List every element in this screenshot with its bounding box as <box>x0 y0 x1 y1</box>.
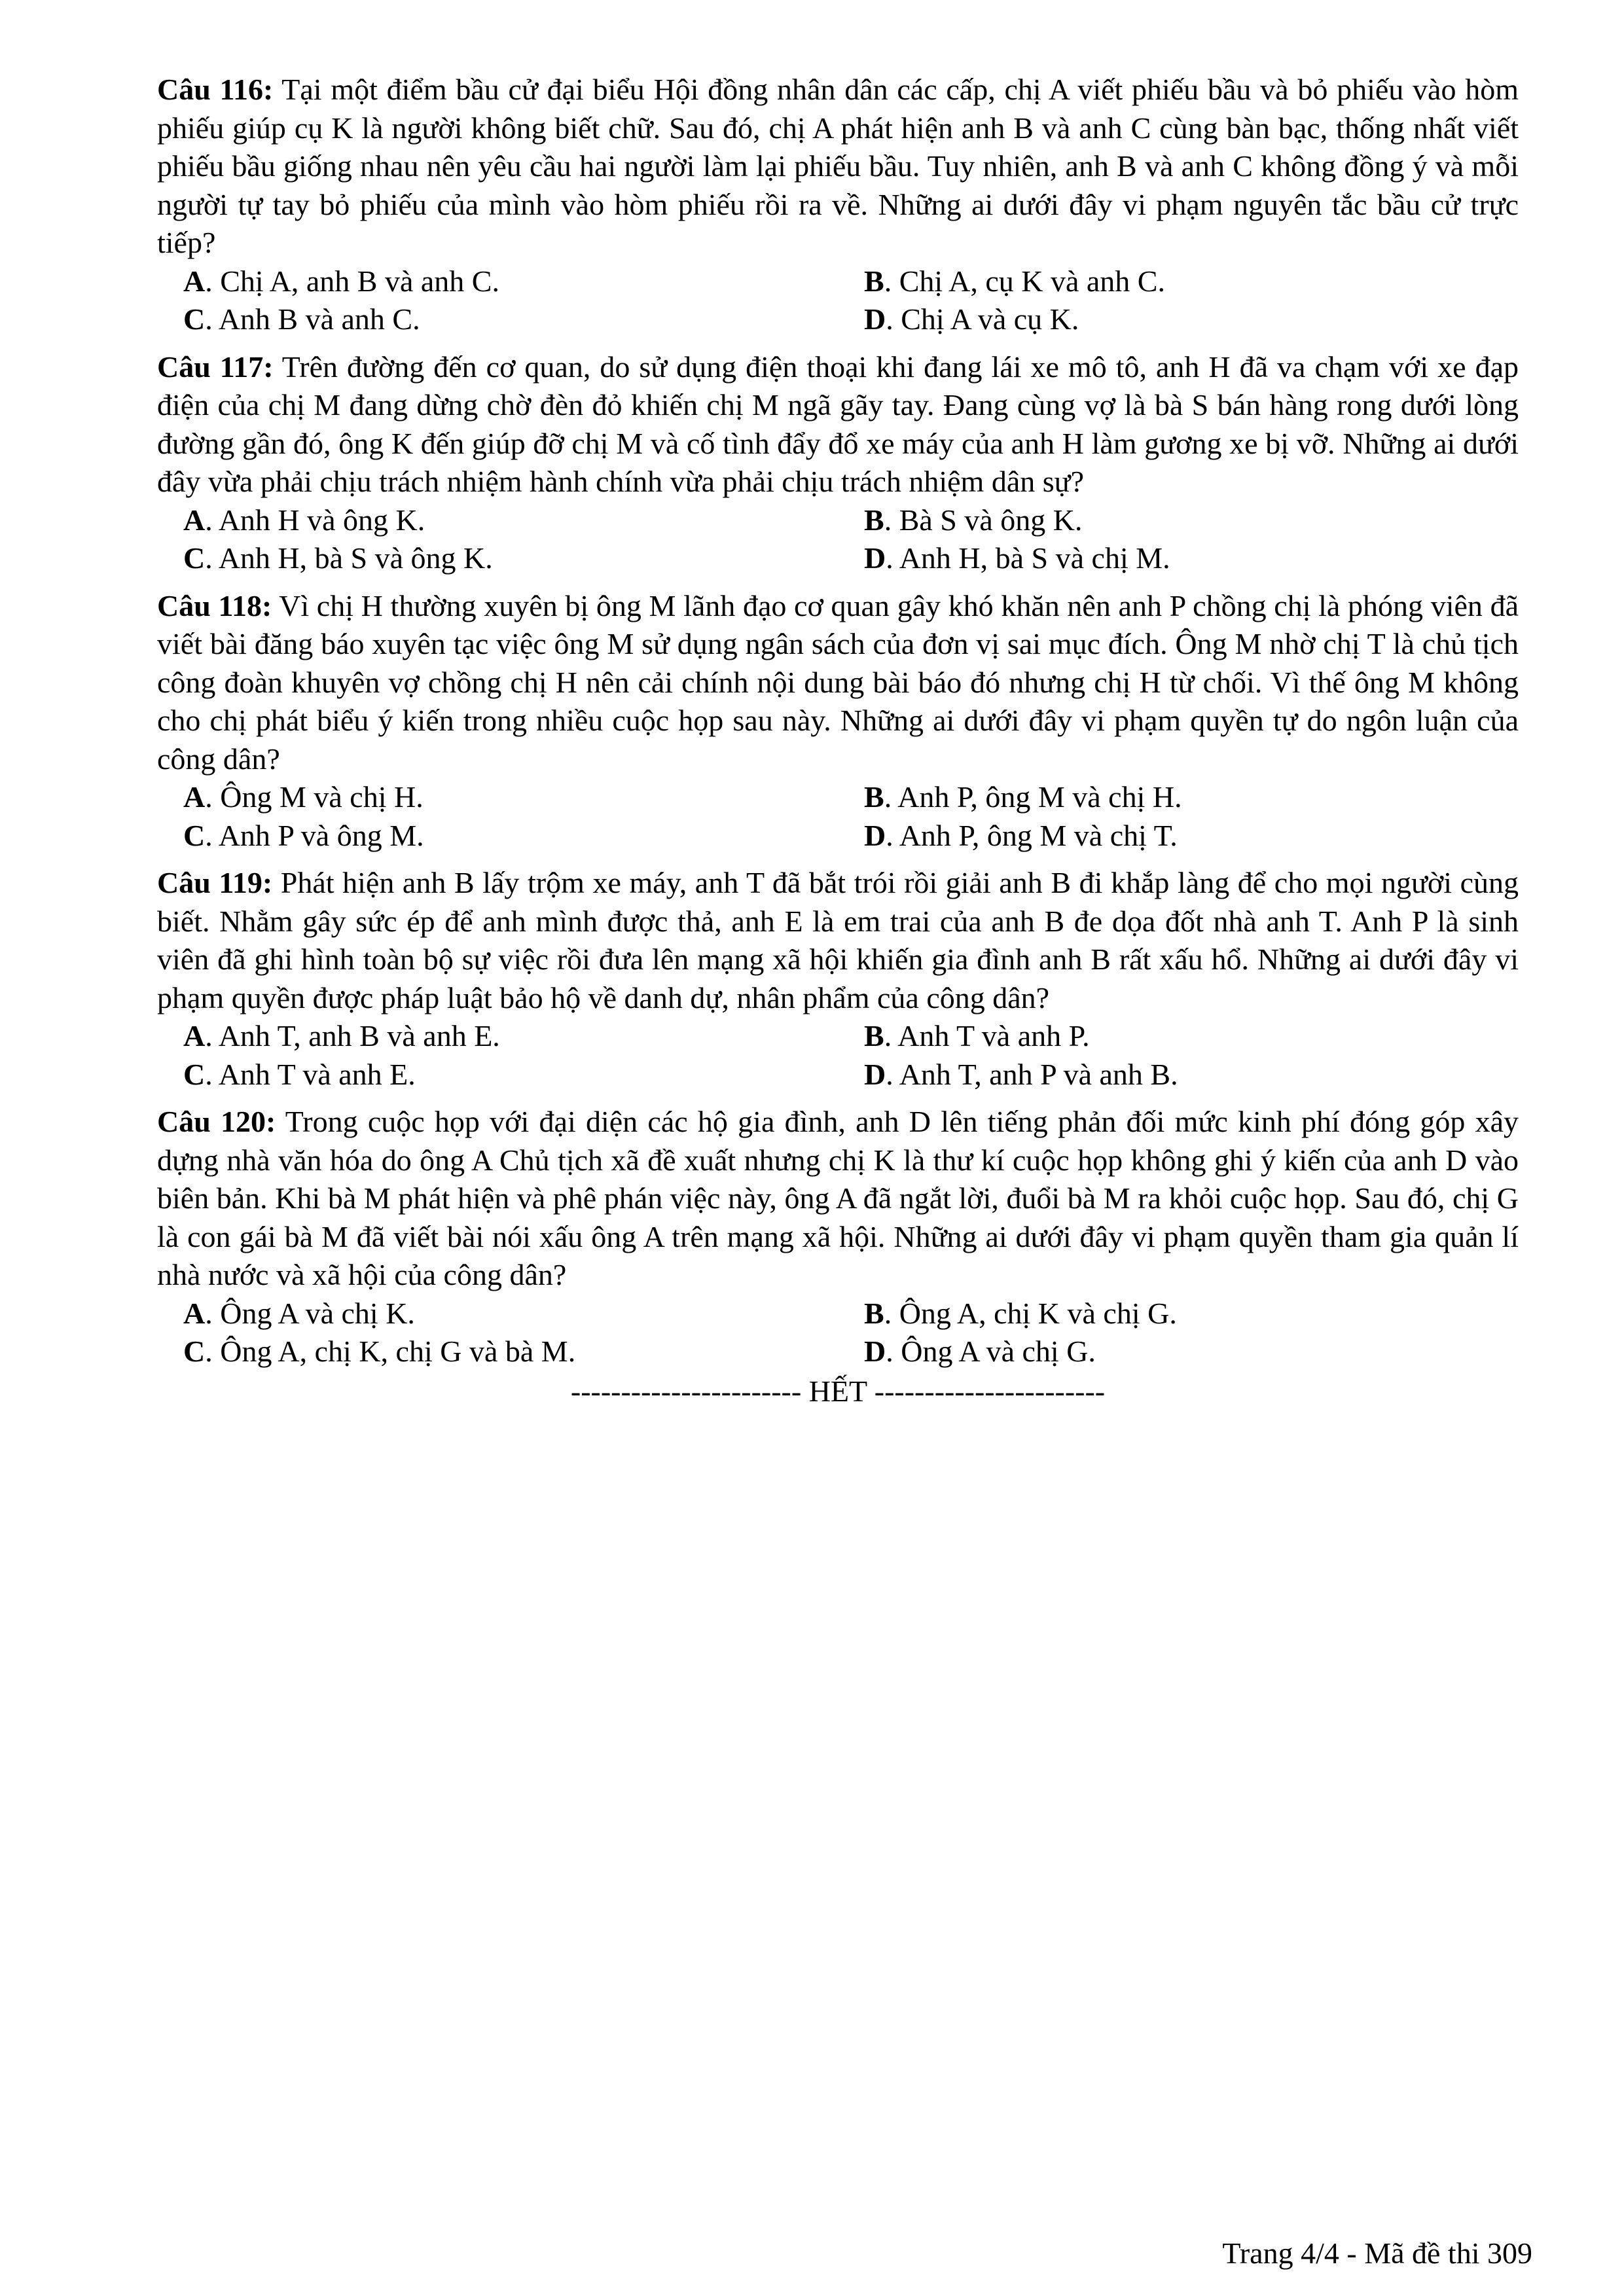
answer-option-b <box>838 1295 1519 1333</box>
answer-options <box>157 778 1519 855</box>
question-118 <box>157 587 1519 855</box>
answer-options <box>157 501 1519 578</box>
end-marker: ----------------------- HẾT ----------------------- <box>570 1374 1106 1408</box>
answer-letter: A <box>183 264 206 298</box>
answer-letter: A <box>183 1019 206 1052</box>
answer-letter: D <box>864 1057 886 1091</box>
answer-option-c <box>157 1333 838 1371</box>
question-number: Câu 119: <box>157 866 273 899</box>
exam-page <box>157 71 1519 1410</box>
answer-letter: C <box>183 1335 206 1368</box>
answer-text: . Anh P và ông M. <box>205 818 424 852</box>
answer-option-c <box>157 300 838 339</box>
answer-letter: B <box>864 1296 884 1330</box>
question-stem <box>157 587 1519 779</box>
answer-text: . Anh H, bà S và ông K. <box>205 541 493 575</box>
answer-letter: C <box>183 541 206 575</box>
question-116 <box>157 71 1519 339</box>
answer-option-a <box>157 262 838 301</box>
answer-text: . Anh T và anh E. <box>205 1057 416 1091</box>
question-117 <box>157 348 1519 578</box>
question-stem <box>157 1103 1519 1295</box>
answer-option-a <box>157 1017 838 1056</box>
answer-letter: B <box>864 503 884 537</box>
answer-option-a <box>157 1295 838 1333</box>
question-number: Câu 116: <box>157 73 274 106</box>
answer-letter: B <box>864 780 884 814</box>
answer-option-d <box>838 539 1519 578</box>
answer-letter: D <box>864 818 886 852</box>
answer-option-a <box>157 778 838 817</box>
question-number: Câu 117: <box>157 350 274 384</box>
answer-option-b <box>838 262 1519 301</box>
answer-text: . Bà S và ông K. <box>884 503 1083 537</box>
answer-options <box>157 1295 1519 1371</box>
answer-text: . Chị A, cụ K và anh C. <box>884 264 1165 298</box>
answer-option-c <box>157 817 838 855</box>
question-text: Vì chị H thường xuyên bị ông M lãnh đạo cơ quan gây khó khăn nên anh P chồng chị là phóng viên đã viết bài đăng báo xuyên tạc việc ông M sử dụng ngân sách của đơn vị sai mục đích. Ông M nhờ chị T là chủ tịch công đoàn khuyên vợ chồng chị H nên cải chính nội dung bài báo đó nhưng chị H từ chối. Vì thế ông M không cho chị phát biểu ý kiến trong nhiều cuộc họp sau này. Những ai dưới đây vi phạm quyền tự do ngôn luận của công dân? <box>157 588 1519 776</box>
answer-text: . Anh B và anh C. <box>205 302 420 336</box>
answer-text: . Ông A và chị G. <box>886 1335 1096 1368</box>
answer-option-b <box>838 778 1519 817</box>
question-stem <box>157 864 1519 1017</box>
answer-text: . Ông A, chị K và chị G. <box>884 1296 1177 1330</box>
answer-text: . Chị A và cụ K. <box>886 302 1079 336</box>
question-number: Câu 118: <box>157 588 272 622</box>
question-text: Trong cuộc họp với đại diện các hộ gia đình, anh D lên tiếng phản đối mức kinh phí đóng góp xây dựng nhà văn hóa do ông A Chủ tịch xã đề xuất nhưng chị K là thư kí cuộc họp không ghi ý kiến của anh D vào biên bản. Khi bà M phát hiện và phê phán việc này, ông A đã ngắt lời, đuổi bà M ra khỏi cuộc họp. Sau đó, chị G là con gái bà M đã viết bài nói xấu ông A trên mạng xã hội. Những ai dưới đây vi phạm quyền tham gia quản lí nhà nước và xã hội của công dân? <box>157 1105 1519 1291</box>
answer-option-a <box>157 501 838 540</box>
answer-text: . Anh H, bà S và chị M. <box>886 541 1170 575</box>
answer-option-b <box>838 1017 1519 1056</box>
answer-letter: B <box>864 1019 884 1052</box>
question-stem <box>157 71 1519 262</box>
answer-letter: B <box>864 264 884 298</box>
answer-option-c <box>157 539 838 578</box>
answer-letter: C <box>183 818 206 852</box>
answer-letter: D <box>864 1335 886 1368</box>
answer-text: . Ông A và chị K. <box>205 1296 415 1330</box>
answer-text: . Anh H và ông K. <box>205 503 425 537</box>
answer-letter: D <box>864 541 886 575</box>
question-text: Phát hiện anh B lấy trộm xe máy, anh T đã bắt trói rồi giải anh B đi khắp làng để cho mọi người cùng biết. Nhằm gây sức ép để anh mình được thả, anh E là em trai của anh B đe dọa đốt nhà anh T. Anh P là sinh viên đã ghi hình toàn bộ sự việc rồi đưa lên mạng xã hội khiến gia đình anh B rất xấu hổ. Những ai dưới đây vi phạm quyền được pháp luật bảo hộ về danh dự, nhân phẩm của công dân? <box>157 866 1519 1014</box>
answer-text: . Chị A, anh B và anh C. <box>205 264 499 298</box>
question-text: Tại một điểm bầu cử đại biểu Hội đồng nhân dân các cấp, chị A viết phiếu bầu và bỏ phiếu vào hòm phiếu giúp cụ K là người không biết chữ. Sau đó, chị A phát hiện anh B và anh C cùng bàn bạc, thống nhất viết phiếu bầu giống nhau nên yêu cầu hai người làm lại phiếu bầu. Tuy nhiên, anh B và anh C không đồng ý và mỗi người tự tay bỏ phiếu của mình vào hòm phiếu rồi ra về. Những ai dưới đây vi phạm nguyên tắc bầu cử trực tiếp? <box>157 73 1519 259</box>
answer-text: . Anh P, ông M và chị H. <box>884 780 1182 814</box>
question-119 <box>157 864 1519 1094</box>
answer-letter: D <box>864 302 886 336</box>
answer-options <box>157 262 1519 339</box>
answer-text: . Anh P, ông M và chị T. <box>886 818 1178 852</box>
answer-letter: A <box>183 503 206 537</box>
answer-letter: A <box>183 780 206 814</box>
answer-option-d <box>838 1333 1519 1371</box>
answer-letter: A <box>183 1296 206 1330</box>
answer-text: . Ông M và chị H. <box>205 780 424 814</box>
question-stem <box>157 348 1519 501</box>
answer-option-d <box>838 300 1519 339</box>
answer-option-d <box>838 817 1519 855</box>
answer-options <box>157 1017 1519 1094</box>
answer-letter: C <box>183 1057 206 1091</box>
question-120 <box>157 1103 1519 1371</box>
answer-text: . Ông A, chị K, chị G và bà M. <box>205 1335 576 1368</box>
answer-letter: C <box>183 302 206 336</box>
answer-text: . Anh T, anh P và anh B. <box>886 1057 1178 1091</box>
page-footer: Trang 4/4 - Mã đề thi 309 <box>1222 2236 1532 2270</box>
answer-option-c <box>157 1056 838 1094</box>
answer-option-d <box>838 1056 1519 1094</box>
answer-text: . Anh T, anh B và anh E. <box>205 1019 500 1052</box>
question-number: Câu 120: <box>157 1105 276 1138</box>
question-text: Trên đường đến cơ quan, do sử dụng điện thoại khi đang lái xe mô tô, anh H đã va chạm với xe đạp điện của chị M đang dừng chờ đèn đỏ khiến chị M ngã gãy tay. Đang cùng vợ là bà S bán hàng rong dưới lòng đường gần đó, ông K đến giúp đỡ chị M và cố tình đẩy đổ xe máy của anh H làm gương xe bị vỡ. Những ai dưới đây vừa phải chịu trách nhiệm hành chính vừa phải chịu trách nhiệm dân sự? <box>157 350 1519 498</box>
answer-text: . Anh T và anh P. <box>884 1019 1090 1052</box>
answer-option-b <box>838 501 1519 540</box>
